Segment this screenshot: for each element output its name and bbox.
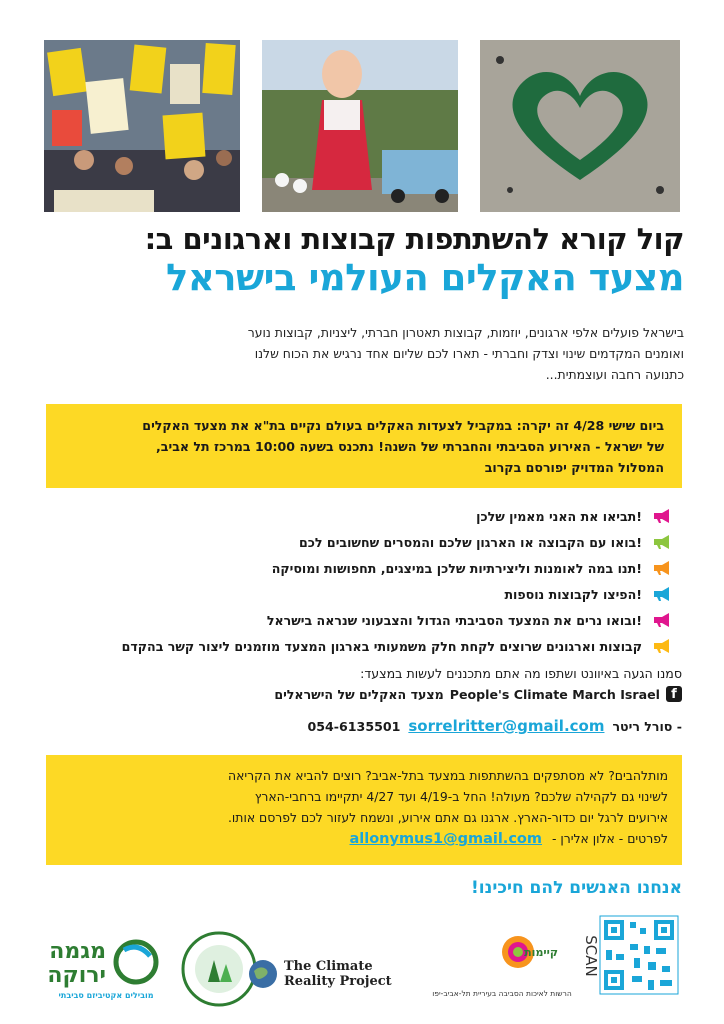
megaphone-icon: [652, 638, 672, 654]
info-line: מותלהבים? לא מסתפקים בהשתתפות במצעד בתל-אביב? רוצים להביא את הקריאה: [227, 768, 668, 783]
contact-name: סורל ריטר -: [612, 718, 682, 734]
info-contact-line: [60, 828, 668, 850]
intro-line: כתנועה רחבה ועוצמתית...: [545, 367, 684, 382]
intro-paragraph: [40, 322, 684, 385]
list-item-text: תביאו את האני מאמין שלכן!: [476, 508, 642, 524]
list-item: [40, 555, 672, 581]
mark-event-text: סמנו הגעה באיוונט ושתפו מה אתם מתכננים לעשות במצעד:: [360, 666, 682, 681]
list-item-text: ובואו נרים את המצעד הסביבתי הגדול והצבעוני שנראה בישראל!: [266, 612, 642, 628]
protest-signs-photo: [44, 40, 240, 212]
slogan: אנחנו האנשים להם חיכינו!: [471, 878, 682, 898]
scan-label: SCAN: [582, 935, 600, 977]
list-item: [40, 607, 672, 633]
info-line: אירועים לרגל יום כדור-הארץ. ארגנו גם אתם אירוע, ונשמח לעזור לכם לפרסם אותו.: [227, 810, 668, 825]
magma-tagline: מובילים אקטיביזם סביבתי: [58, 991, 154, 1000]
climate-reality-line1: The Climate: [284, 959, 373, 974]
heart-formation-photo: [480, 40, 680, 212]
facebook-event-line[interactable]: [40, 686, 682, 702]
megaphone-icon: [652, 508, 672, 524]
list-item: [40, 633, 672, 659]
list-item-text: תנו במה לאומנות וליצירתיות שלכן במיצגים, תחפושות ומוסיקה!: [271, 560, 642, 576]
event-line: של ישראל - האירוע הסביבתי והחברתי של השנה! נתכנס בשעה 10:00 במרכז תל אביב,: [156, 439, 664, 454]
info-contact-label: לפרטים - אלון אלירן -: [551, 831, 668, 846]
climate-reality-logo: [248, 950, 408, 998]
contact-line: [40, 717, 682, 735]
kayamot-caption: הרשות לאיכות הסביבה בעיריית תל-אביב-יפו: [432, 989, 572, 998]
facebook-hebrew-name: מצעד האקלים של הישראלים: [274, 686, 444, 702]
magma-line2: ירוקה: [47, 963, 106, 988]
earth-day-info-box: [46, 755, 682, 865]
list-item: [40, 581, 672, 607]
event-details-box: [46, 404, 682, 488]
call-headline: קול קורא להשתתפות קבוצות וארגונים ב:: [144, 222, 684, 256]
qr-code-scan[interactable]: [576, 914, 680, 996]
list-item: [40, 503, 672, 529]
intro-line: ואומנים המקדמים שינוי וצדק וחברתי - תארו לכם שליום אחד נרגיש את הכוח שלנו: [254, 346, 684, 361]
contact-phone: 054-6135501: [307, 718, 401, 734]
ecology-circle-logo: [180, 930, 258, 1008]
list-item-text: בואו עם הקבוצה או הארגון שלכם והמסרים שחשובים לכם!: [299, 534, 642, 550]
megaphone-icon: [652, 534, 672, 550]
intro-line: בישראל פועלים אלפי ארגונים, יוזמות, קבוצות תאטרון חברתי, ליצניות, קבוצות נוער: [247, 325, 684, 340]
event-line: המסלול המדויק יפורסם בקרוב: [484, 460, 664, 475]
green-magma-logo: [46, 932, 166, 1004]
giant-puppet-photo: [262, 40, 458, 212]
megaphone-icon: [652, 612, 672, 628]
climate-reality-line2: Reality Project: [284, 974, 392, 989]
call-to-action-list: [40, 503, 672, 659]
megaphone-icon: [652, 560, 672, 576]
event-line: ביום שישי 4/28 זה יקרה: במקביל לצעדות האקלים בעולם נקיים בת"א את מצעד האקלים: [142, 418, 664, 433]
megaphone-icon: [652, 586, 672, 602]
list-item-text: קבוצות וארגונים שרוצים לקחת חלק משמעותי בארגון המצעד מוזמנים ליצור קשר בהקדם: [121, 638, 642, 654]
kayamot-logo: [432, 930, 572, 1010]
info-line: לשינוי גם לקהילה שלכם? מעולה! החל ב-4/19 ועד 4/27 יתקיימו ברחבי-הארץ: [254, 789, 668, 804]
facebook-icon[interactable]: f: [666, 686, 682, 702]
list-item-text: הפיצו לקבוצות נוספות!: [504, 586, 642, 602]
kayamot-name: קיימות: [524, 946, 558, 959]
sponsor-logos: [40, 910, 684, 1010]
magma-line1: מגמה: [49, 939, 106, 964]
globe-icon: [248, 959, 278, 989]
photo-strip: [44, 40, 680, 212]
contact-email-link[interactable]: sorrelritter@gmail.com: [408, 717, 605, 735]
page-title: מצעד האקלים העולמי בישראל: [165, 256, 684, 299]
facebook-page-name[interactable]: People's Climate March Israel: [449, 686, 660, 702]
info-email-link[interactable]: allonymus1@gmail.com: [349, 831, 542, 847]
list-item: [40, 529, 672, 555]
